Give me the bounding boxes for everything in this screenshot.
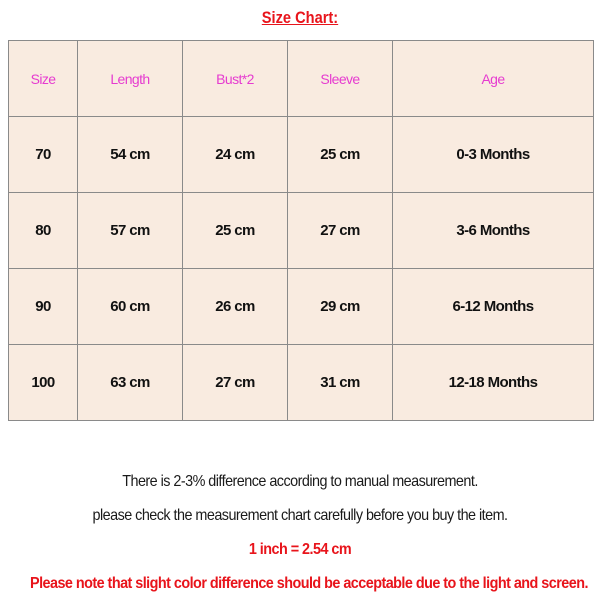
table-row [9,193,594,269]
cell-bust: 26 cm [183,269,288,345]
header-age: Age [393,41,594,117]
cell-bust: 25 cm [183,193,288,269]
table-row [9,269,594,345]
cell-size: 100 [9,345,78,421]
cell-sleeve: 29 cm [288,269,393,345]
table-row [9,345,594,421]
header-size: Size [9,41,78,117]
cell-length: 63 cm [78,345,183,421]
cell-length: 60 cm [78,269,183,345]
cell-size: 80 [9,193,78,269]
cell-age: 0-3 Months [393,117,594,193]
size-table [8,40,594,421]
check-chart-note: please check the measurement chart carefully before you buy the item. [92,507,508,524]
notes-section [0,465,600,601]
cell-length: 54 cm [78,117,183,193]
cell-age: 3-6 Months [393,193,594,269]
cell-size: 90 [9,269,78,345]
header-bust: Bust*2 [183,41,288,117]
measurement-difference-note: There is 2-3% difference according to manual measurement. [122,473,478,490]
cell-sleeve: 31 cm [288,345,393,421]
table-header-row [9,41,594,117]
header-length: Length [78,41,183,117]
cell-size: 70 [9,117,78,193]
cell-age: 6-12 Months [393,269,594,345]
cell-sleeve: 25 cm [288,117,393,193]
size-chart-title: Size Chart: [261,8,339,27]
cell-sleeve: 27 cm [288,193,393,269]
color-difference-note: Please note that slight color difference should be acceptable due to the light and screen. [30,575,588,592]
cell-bust: 24 cm [183,117,288,193]
table-row [9,117,594,193]
cell-age: 12-18 Months [393,345,594,421]
cell-bust: 27 cm [183,345,288,421]
inch-conversion-note: 1 inch = 2.54 cm [248,541,352,558]
cell-length: 57 cm [78,193,183,269]
header-sleeve: Sleeve [288,41,393,117]
